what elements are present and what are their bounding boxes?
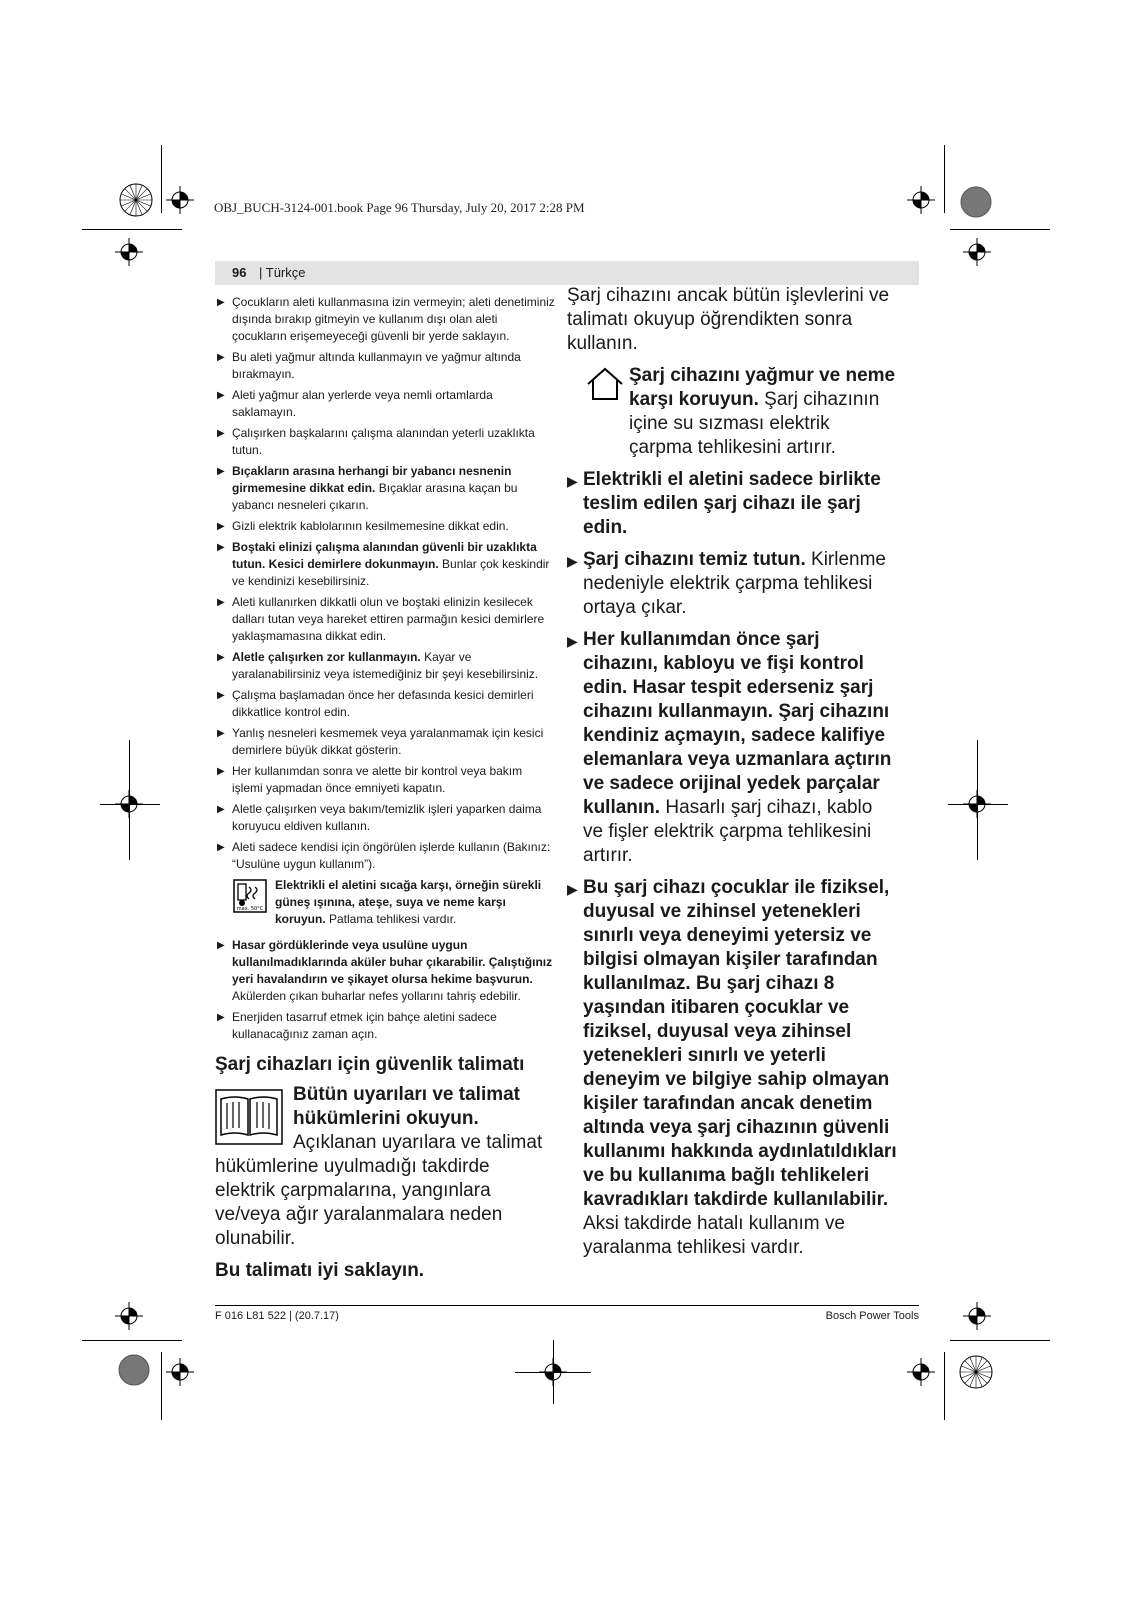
right-column xyxy=(567,284,897,1268)
bullet-text: Kirlenme nedeniyle elektrik çarpma tehlikesi ortaya çıkar. xyxy=(583,549,886,618)
bullet-text: Aleti yağmur alan yerlerde veya nemli ortamlarda saklamayın. xyxy=(232,388,493,419)
bullet-text: Gizli elektrik kablolarının kesilmemesine dikkat edin. xyxy=(232,519,509,533)
crosshair-mark-icon xyxy=(166,186,194,214)
bullet-item xyxy=(215,725,555,759)
heat-warning xyxy=(215,877,555,931)
bullet-item xyxy=(215,463,555,514)
bullet-arrow-icon: ▶ xyxy=(217,597,225,608)
bullet-text: Çocukların aleti kullanmasına izin vermeyin; aleti denetiminiz dışında bırakıp gitmeyin ve kullanım dışı olan aleti çocukların erişemeyeceği güvenli bir yerde saklayın. xyxy=(232,295,555,343)
save-instructions: Bu talimatı iyi saklayın. xyxy=(215,1260,425,1281)
bullet-text: Çalışırken başkalarını çalışma alanından yeterli uzaklıkta tutun. xyxy=(232,426,535,457)
bullet-arrow-icon: ▶ xyxy=(217,390,225,401)
bullet-arrow-icon: ▶ xyxy=(217,297,225,308)
bullet-item xyxy=(215,349,555,383)
bullet-bold-text: Boştaki elinizi çalışma alanından güvenli bir uzaklıkta tutun. Kesici demirlere dokunmayın. xyxy=(232,540,537,571)
page-number: 96 xyxy=(232,265,247,280)
left-column xyxy=(215,294,555,1047)
bullet-item xyxy=(215,294,555,345)
bullet-arrow-icon: ▶ xyxy=(217,940,225,951)
bullet-arrow-icon: ▶ xyxy=(217,842,225,853)
bullet-item xyxy=(567,468,897,540)
bullet-bold-text: Her kullanımdan önce şarj cihazını, kabloyu ve fişi kontrol edin. Hasar tespit ederseniz şarj cihazını kullanmayın. Şarj cihazını kendiniz açmayın, sadece kalifiye elemanlara veya uzmanlara açtırın ve sadece orijinal yedek parçalar kullanın. xyxy=(583,629,892,818)
bullet-item xyxy=(215,937,555,1005)
crosshair-mark-icon xyxy=(166,1358,194,1386)
bullet-item xyxy=(215,763,555,797)
bullet-text: Enerjiden tasarruf etmek için bahçe aletini sadece kullanacağınız zaman açın. xyxy=(232,1010,497,1041)
footer-rule xyxy=(215,1305,919,1306)
bullet-text: Aksi takdirde hatalı kullanım ve yaralanma tehlikesi vardır. xyxy=(583,1213,845,1258)
bullet-text: Aleti sadece kendisi için öngörülen işlerde kullanın (Bakınız: “Usulüne uygun kullanım”). xyxy=(232,840,551,871)
heat-warning-bold: Elektrikli el aletini sıcağa karşı, örneğin sürekli güneş ışınına, ateşe, suya ve neme karşı koruyun. xyxy=(275,878,542,926)
bullet-item xyxy=(215,594,555,645)
charger-section-title: Şarj cihazları için güvenlik talimatı xyxy=(215,1054,525,1075)
read-instructions-block xyxy=(215,1083,555,1251)
crosshair-mark-icon xyxy=(115,1302,143,1330)
bullet-bold-text: Hasar gördüklerinde veya usulüne uygun kullanılmadıklarında aküler buhar çıkarabilir. Çalıştığınız yeri havalandırın ve şikayet olursa hekime başvurun. xyxy=(232,938,553,986)
bullet-item xyxy=(215,839,555,873)
read-manual-book-icon xyxy=(215,1089,283,1145)
bullet-item xyxy=(215,425,555,459)
bullet-arrow-icon: ▶ xyxy=(217,466,225,477)
bullet-arrow-icon: ▶ xyxy=(567,881,578,897)
bullet-arrow-icon: ▶ xyxy=(217,542,225,553)
bullet-text: Aleti kullanırken dikkatli olun ve boştaki elinizin kesilecek dalları tutan veya hareket ettiren parmağın kesici demirlere yaklaşmamasına dikkat edin. xyxy=(232,595,545,643)
bullet-item xyxy=(215,801,555,835)
heat-warning-pictogram-icon xyxy=(233,879,267,913)
registration-mark-icon xyxy=(958,1354,994,1390)
footer-doc-number: F 016 L81 522 | (20.7.17) xyxy=(215,1310,339,1322)
book-file-line: OBJ_BUCH-3124-001.book Page 96 Thursday, July 20, 2017 2:28 PM xyxy=(214,200,585,215)
bullet-arrow-icon: ▶ xyxy=(217,1012,225,1023)
bullet-text: Akülerden çıkan buharlar nefes yollarını tahriş edebilir. xyxy=(232,989,521,1003)
bullet-arrow-icon: ▶ xyxy=(217,652,225,663)
crosshair-mark-icon xyxy=(963,238,991,266)
bullet-arrow-icon: ▶ xyxy=(217,728,225,739)
bullet-item xyxy=(567,548,897,620)
bullet-bold-text: Bıçakların arasına herhangi bir yabancı nesnenin girmemesine dikkat edin. xyxy=(232,464,512,495)
bullet-arrow-icon: ▶ xyxy=(217,521,225,532)
bullet-item xyxy=(215,518,555,535)
bullet-bold-text: Aletle çalışırken zor kullanmayın. xyxy=(232,650,421,664)
bullet-text: Her kullanımdan sonra ve alette bir kontrol veya bakım işlemi yapmadan önce emniyeti kapatın. xyxy=(232,764,523,795)
footer-brand: Bosch Power Tools xyxy=(825,1310,919,1322)
bullet-arrow-icon: ▶ xyxy=(217,804,225,815)
bullet-bold-text: Elektrikli el aletini sadece birlikte teslim edilen şarj cihazı ile şarj edin. xyxy=(583,469,881,538)
gray-circle-mark-icon xyxy=(960,186,992,218)
read-instructions-body: Açıklanan uyarılara ve talimat hükümlerine uyulmadığı takdirde elektrik çarpmalarına, yangınlara ve/veya ağır yaralanmalara neden olunabilir. xyxy=(215,1132,543,1249)
bullet-item xyxy=(215,539,555,590)
bullet-arrow-icon: ▶ xyxy=(567,553,578,569)
charger-intro: Şarj cihazını ancak bütün işlevlerini ve talimatı okuyup öğrendikten sonra kullanın. xyxy=(567,285,890,354)
bullet-arrow-icon: ▶ xyxy=(217,766,225,777)
bullet-item xyxy=(215,1009,555,1043)
bullet-bold-text: Bu şarj cihazı çocuklar ile fiziksel, duyusal ve zihinsel yetenekleri sınırlı veya deneyimi yetersiz ve bilgisi olmayan kişiler tarafından kullanılmaz. Bu şarj cihazı 8 yaşından itibaren çocuklar ve fiziksel, duyusal veya zihinsel yetenekleri sınırlı ve yeterli deneyim ve bilgiye sahip olmayan kişiler tarafından ancak denetim altında veya şarj cihazının güvenli kullanımı hakkında aydınlatıldıkları ve bu kullanıma bağlı tehlikeleri kavradıkları takdirde kullanılabilir. xyxy=(583,877,897,1210)
rain-warning xyxy=(567,364,897,460)
indoor-use-house-icon xyxy=(585,366,625,402)
bullet-arrow-icon: ▶ xyxy=(217,352,225,363)
heat-warning-text: Patlama tehlikesi vardır. xyxy=(325,912,457,926)
bullet-item xyxy=(567,628,897,868)
bullet-text: Çalışma başlamadan önce her defasında kesici demirleri dikkatlice kontrol edin. xyxy=(232,688,534,719)
bullet-text: Yanlış nesneleri kesmemek veya yaralanmamak için kesici demirlere büyük dikkat gösterin. xyxy=(232,726,544,757)
rain-warning-bold: Şarj cihazını yağmur ve neme karşı koruyun. xyxy=(629,365,896,410)
registration-mark-icon xyxy=(118,182,154,218)
bullet-item xyxy=(215,387,555,421)
bullet-bold-text: Şarj cihazını temiz tutun. xyxy=(583,549,806,570)
bullet-text: Bu aleti yağmur altında kullanmayın ve yağmur altında bırakmayın. xyxy=(232,350,521,381)
bullet-arrow-icon: ▶ xyxy=(217,690,225,701)
language-label: | Türkçe xyxy=(259,265,306,280)
bullet-text: Bıçaklar arasına kaçan bu yabancı nesneleri çıkarın. xyxy=(232,481,518,512)
bullet-arrow-icon: ▶ xyxy=(567,633,578,649)
bullet-arrow-icon: ▶ xyxy=(217,428,225,439)
read-instructions-bold: Bütün uyarıları ve talimat hükümlerini okuyun. xyxy=(293,1084,521,1129)
bullet-text: Bunlar çok keskindir ve kendinizi kesebilirsiniz. xyxy=(232,557,550,588)
bullet-text: Hasarlı şarj cihazı, kablo ve fişler elektrik çarpma tehlikesini artırır. xyxy=(583,797,873,866)
gray-circle-mark-icon xyxy=(118,1354,150,1386)
rain-warning-text: Şarj cihazının içine su sızması elektrik çarpma tehlikesini artırır. xyxy=(629,389,880,458)
bullet-text: Kayar ve yaralanabilirsiniz veya istemediğiniz bir şeyi kesebilirsiniz. xyxy=(232,650,539,681)
crosshair-mark-icon xyxy=(907,1358,935,1386)
crosshair-mark-icon xyxy=(115,238,143,266)
bullet-text: Aletle çalışırken veya bakım/temizlik işleri yaparken daima koruyucu eldiven kullanın. xyxy=(232,802,542,833)
crosshair-mark-icon xyxy=(963,1302,991,1330)
bullet-item xyxy=(215,687,555,721)
bullet-item xyxy=(567,876,897,1260)
crosshair-mark-icon xyxy=(907,186,935,214)
bullet-arrow-icon: ▶ xyxy=(567,473,578,489)
page-header xyxy=(215,261,919,285)
heat-pictogram-label: max. 50°C xyxy=(236,906,264,912)
bullet-item xyxy=(215,649,555,683)
